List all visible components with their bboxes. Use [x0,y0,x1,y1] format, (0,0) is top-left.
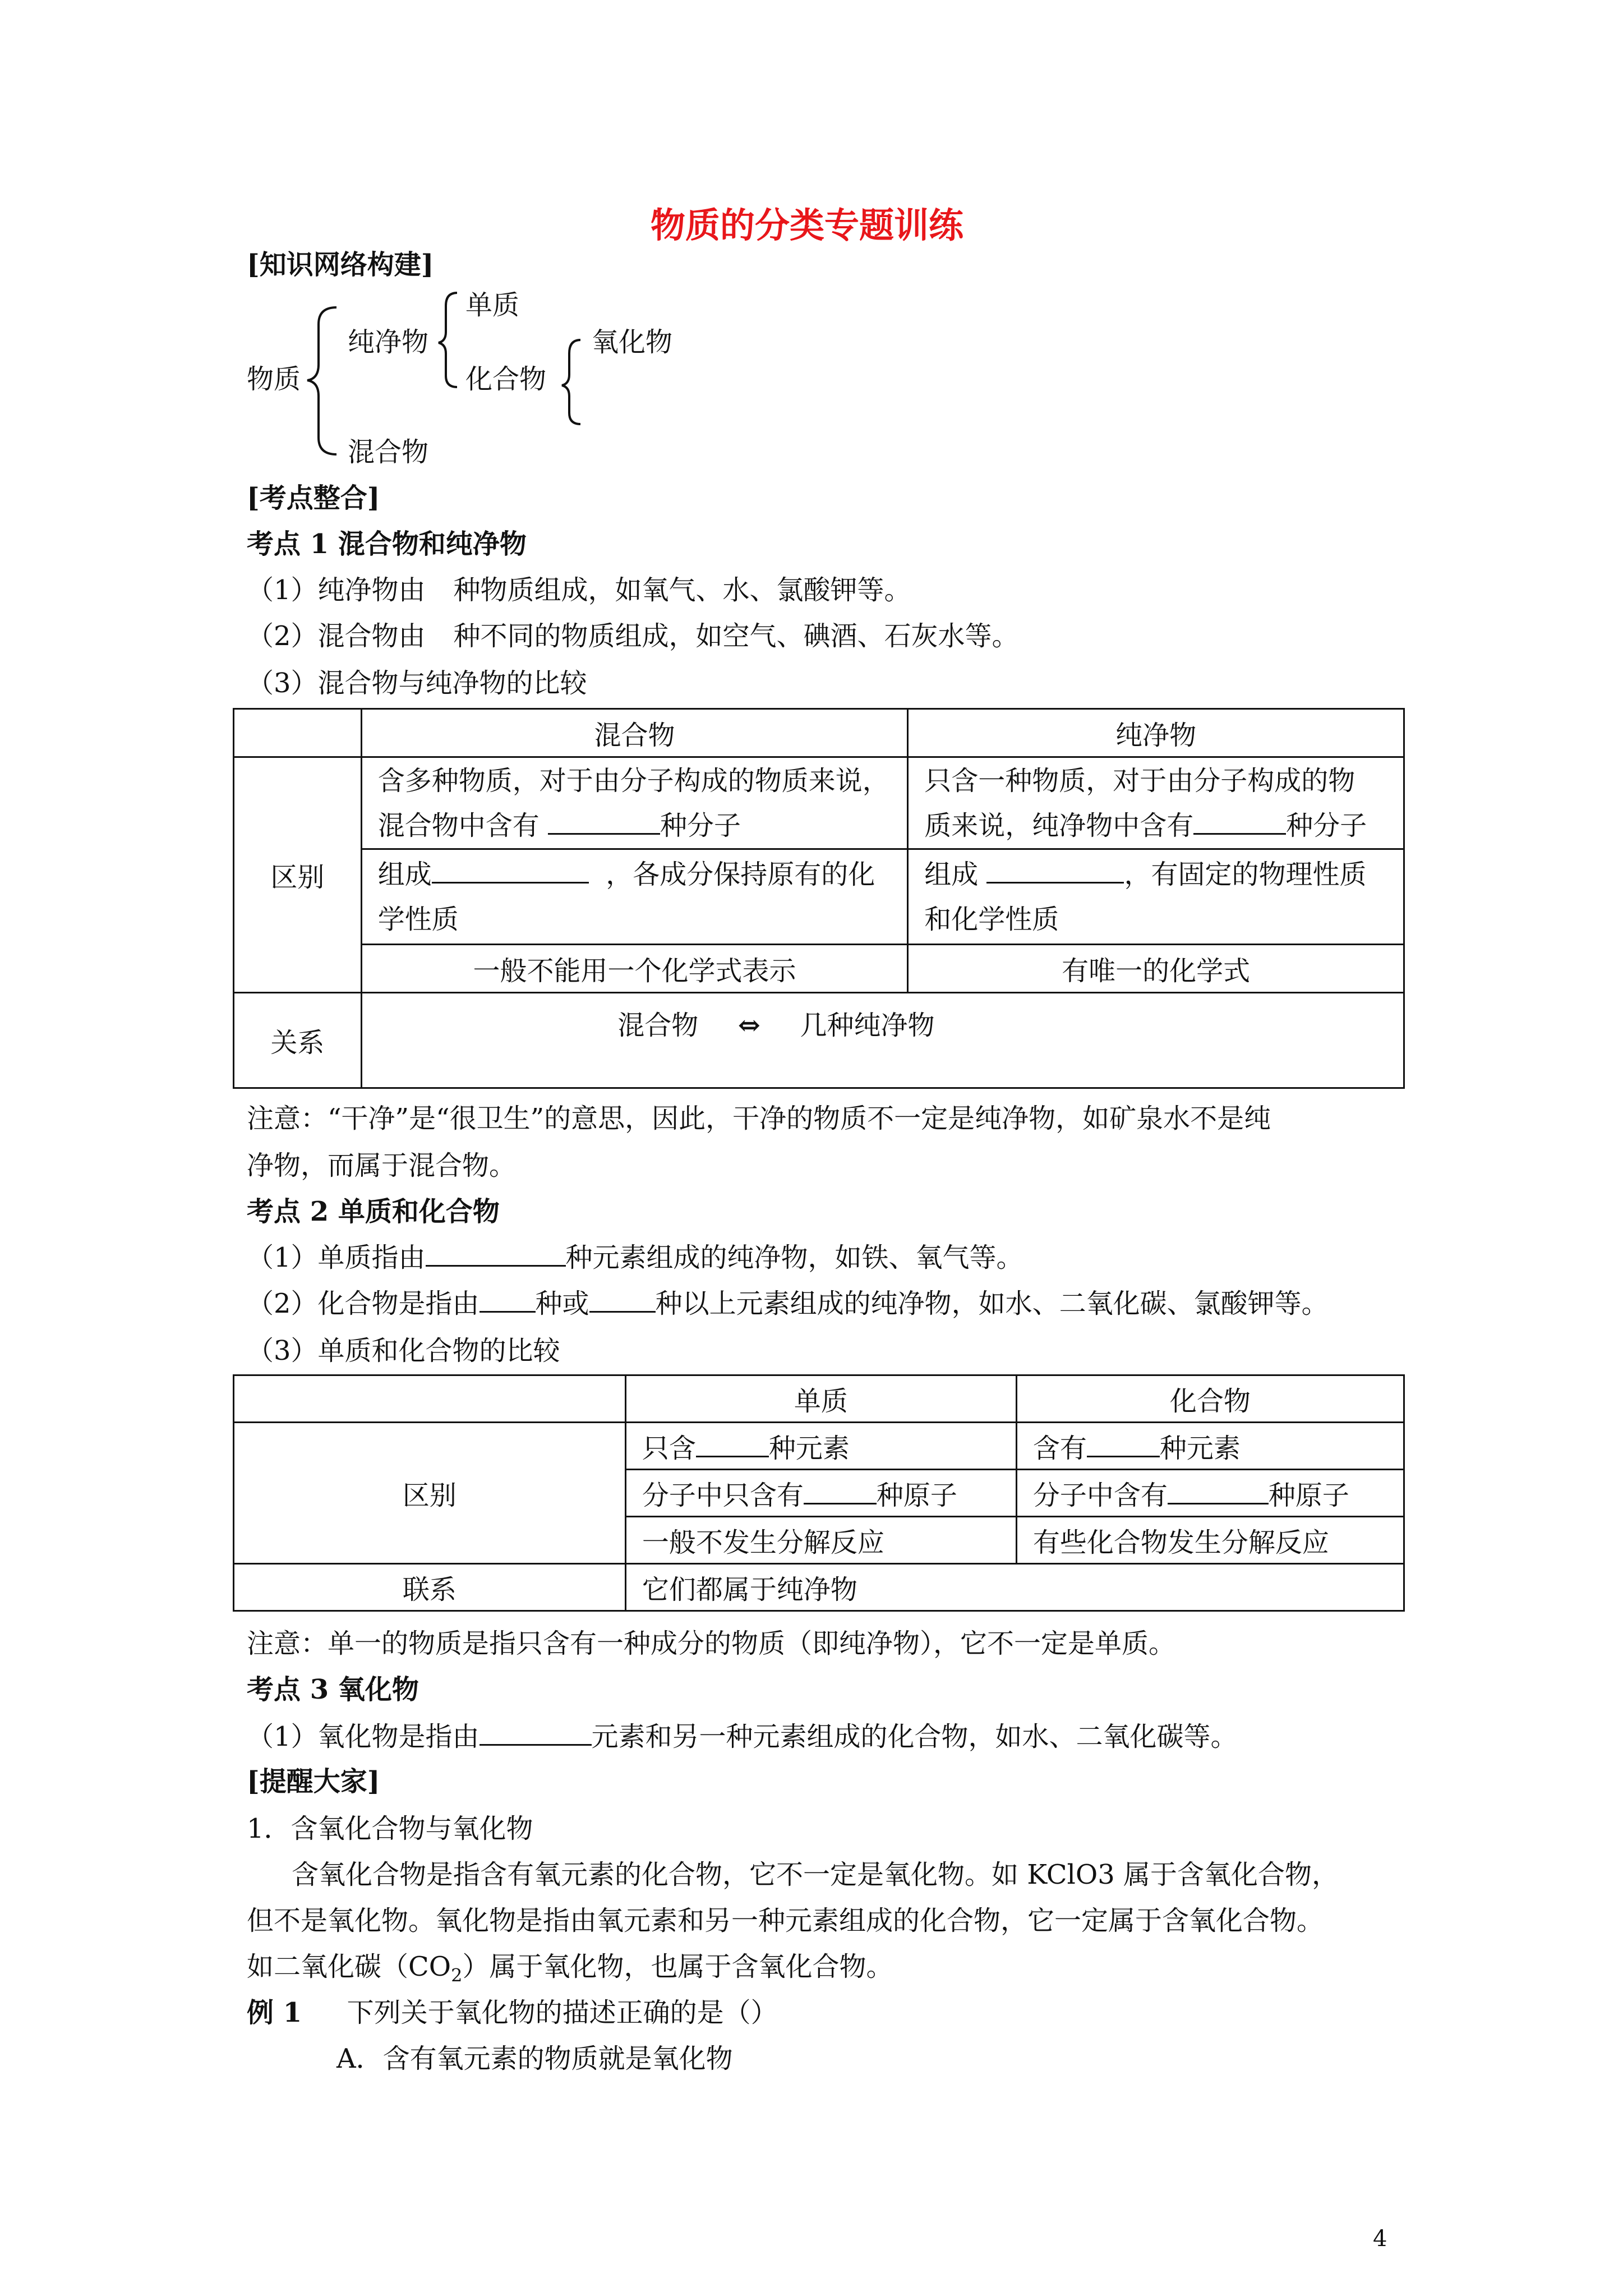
kp1-heading: 考点 1 混合物和纯净物 [247,528,527,560]
table1-rel-label: 关系 [234,993,362,1088]
page-title: 物质的分类专题训练 [651,205,964,246]
kp2-line3: （3）单质和化合物的比较 [247,1335,560,1366]
table2-r3-compound: 有些化合物发生分解反应 [1016,1517,1404,1564]
table1-corner [234,709,362,757]
table1-header-mixture: 混合物 [361,709,908,757]
example-label: 例 1 [247,1997,302,2028]
blank [986,859,1124,884]
kp2-heading: 考点 2 单质和化合物 [247,1196,500,1227]
kp3-line1: （1）氧化物是指由 元素和另一种元素组成的化合物，如水、二氧化碳等。 [247,1721,1238,1752]
section-kaodian: [考点整合] [247,482,380,514]
section-knowledge: [知识网络构建] [247,249,434,280]
remind-para-line1: 含氧化合物是指含有氧元素的化合物，它不一定是氧化物。如 KClO3 属于含氧化合物， [292,1859,1339,1890]
table1-rel-value: 混合物 ⇔ 几种纯净物 [361,993,1404,1088]
table2-r1-compound: 含有 种元素 [1016,1423,1404,1470]
blank [432,859,589,884]
table1-r1-pure: 只含一种物质，对于由分子构成的物 质来说，纯净物中含有 种分子 [908,757,1404,849]
tree-oxide: 氧化物 [592,326,673,358]
table2-header-element: 单质 [625,1375,1016,1423]
kp2-line1: （1）单质指由 种元素组成的纯净物，如铁、氧气等。 [247,1242,1023,1273]
kp1-line2: （2）混合物由 种不同的物质组成，如空气、碘酒、石灰水等。 [247,620,1019,652]
table2-corner [234,1375,626,1423]
kp2-line2: （2）化合物是指由 种或 种以上元素组成的纯净物，如水、二氧化碳、氯酸钾等。 [247,1288,1329,1319]
table1-diff-label: 区别 [234,757,362,993]
blank [479,1722,592,1746]
kp3-heading: 考点 3 氧化物 [247,1674,419,1705]
table2-r3-element: 一般不发生分解反应 [625,1517,1016,1564]
blank [479,1289,536,1313]
blank [804,1480,877,1504]
table2-link-value: 它们都属于纯净物 [625,1564,1404,1611]
blank [589,1289,656,1313]
kp1-line1: （1）纯净物由 种物质组成，如氧气、水、氯酸钾等。 [247,574,911,606]
kp1-note-line1: 注意：“干净”是“很卫生”的意思，因此，干净的物质不一定是纯净物，如矿泉水不是纯 [247,1103,1271,1134]
kp2-note: 注意：单一的物质是指只含有一种成分的物质（即纯净物），它不一定是单质。 [247,1628,1176,1659]
blank [696,1433,769,1457]
remind-item1: 1．含氧化合物与氧化物 [247,1813,533,1844]
element-compound-table [233,1374,1405,1612]
kp1-line3: （3）混合物与纯净物的比较 [247,668,587,699]
blank [1168,1480,1269,1504]
table2-r2-element: 分子中只含有 种原子 [625,1470,1016,1517]
kp1-note-line2: 净物，而属于混合物。 [247,1150,517,1181]
example-1 [247,1996,778,2030]
table2-r1-element: 只含 种元素 [625,1423,1016,1470]
mixture-pure-table [233,708,1405,1089]
tree-element: 单质 [465,289,520,321]
table1-r2-mix: 组成 ，各成分保持原有的化 学性质 [361,849,908,945]
tree-pure: 纯净物 [348,326,429,358]
blank [1087,1433,1160,1457]
table1-r3-pure: 有唯一的化学式 [908,945,1404,993]
tree-mixture: 混合物 [348,436,429,468]
table1-r3-mix: 一般不能用一个化学式表示 [361,945,908,993]
tree-compound: 化合物 [465,364,547,395]
blank [548,811,660,835]
blank [426,1243,566,1267]
example-question: 下列关于氧化物的描述正确的是（） [347,1997,778,2028]
page-number: 4 [1373,2226,1387,2252]
example-option-a: A．含有氧元素的物质就是氧化物 [336,2043,733,2074]
table2-header-compound: 化合物 [1016,1375,1404,1423]
table2-diff-label: 区别 [234,1423,626,1564]
table2-r2-compound: 分子中含有 种原子 [1016,1470,1404,1517]
tree-braces [0,0,1623,505]
tree-root: 物质 [247,364,301,395]
table1-header-pure: 纯净物 [908,709,1404,757]
remind-para-line3: 如二氧化碳$(CO_2)$属于氧化物，也属于含氧化合物。 [247,1951,893,1986]
double-arrow-icon: ⇔ [737,1010,760,1041]
section-remind: [提醒大家] [247,1766,380,1797]
table1-r1-mix: 含多种物质，对于由分子构成的物质来说， 混合物中含有 种分子 [361,757,908,849]
table2-link-label: 联系 [234,1564,626,1611]
blank [1193,811,1286,835]
remind-para-line2: 但不是氧化物。氧化物是指由氧元素和另一种元素组成的化合物，它一定属于含氧化合物。 [247,1905,1324,1936]
table1-r2-pure: 组成 ，有固定的物理性质 和化学性质 [908,849,1404,945]
